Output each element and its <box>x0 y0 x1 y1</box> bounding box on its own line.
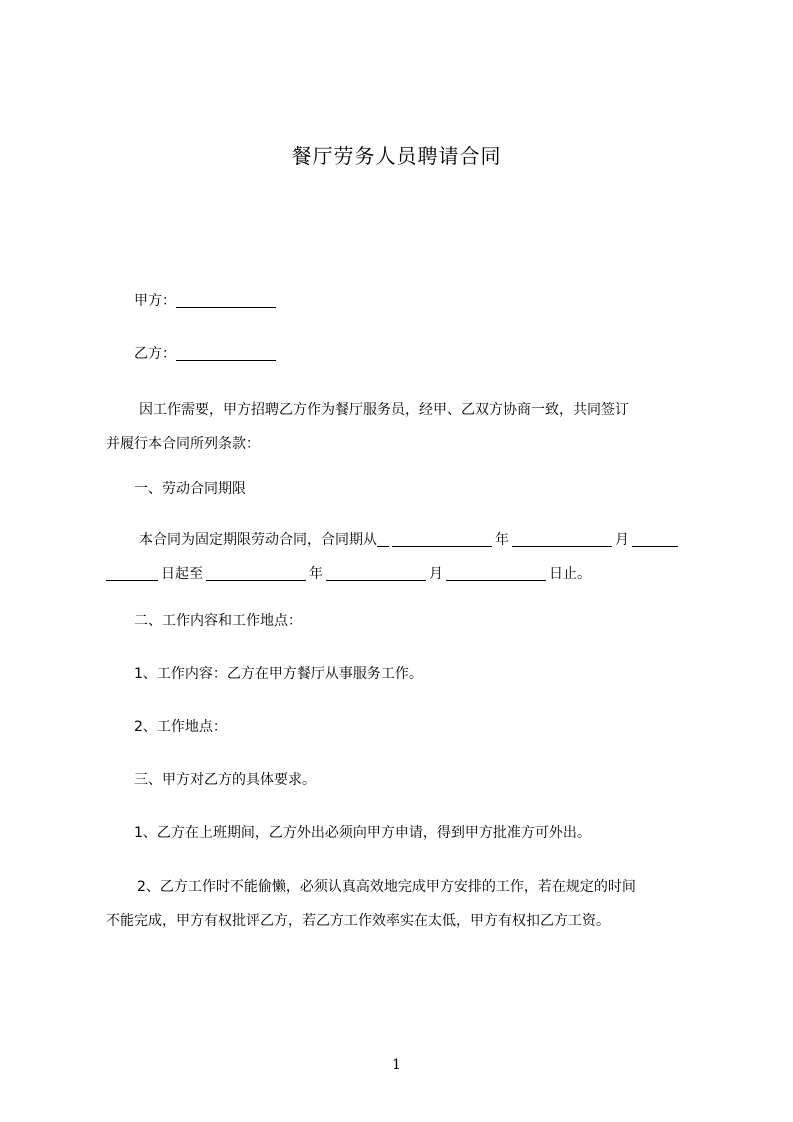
item-3-2-line-1: 2、乙方工作时不能偷懒，必须认真高效地完成甲方安排的工作，若在规定的时间 <box>137 879 636 895</box>
section-1-heading: 一、劳动合同期限 <box>134 481 246 497</box>
intro-paragraph <box>106 393 706 461</box>
page-number: 1 <box>392 1057 401 1073</box>
term-day-start-blank-b <box>106 565 158 581</box>
section-3-heading: 三、甲方对乙方的具体要求。 <box>134 772 316 788</box>
intro-line-1: 因工作需要，甲方招聘乙方作为餐厅服务员，经甲、乙双方协商一致，共同签订 <box>139 402 629 418</box>
party-b-label: 乙方： <box>134 346 176 362</box>
term-day-start: 日起至 <box>161 566 203 582</box>
term-month-end-blank <box>326 565 426 581</box>
term-month-start-blank <box>512 531 612 547</box>
term-year-start-blank <box>392 531 492 547</box>
term-year-2: 年 <box>309 566 323 582</box>
party-a-blank <box>176 292 276 308</box>
party-a-line <box>106 290 734 312</box>
item-3-1: 1、乙方在上班期间，乙方外出必须向甲方申请，得到甲方批准方可外出。 <box>134 825 591 841</box>
term-line-1 <box>106 523 706 557</box>
section-2-heading: 二、工作内容和工作地点： <box>134 613 302 629</box>
term-month-2: 月 <box>429 566 443 582</box>
party-b-line <box>106 343 734 365</box>
term-start-blank-a <box>377 531 389 547</box>
party-a-label: 甲方： <box>134 293 176 309</box>
term-day-end-blank <box>446 565 546 581</box>
term-day-start-blank-a <box>632 531 678 547</box>
term-month-1: 月 <box>615 532 629 548</box>
item-3-2-line-2: 不能完成，甲方有权批评乙方，若乙方工作效率实在太低，甲方有权扣乙方工资。 <box>106 913 610 929</box>
term-year-end-blank <box>206 565 306 581</box>
party-b-blank <box>176 345 276 361</box>
term-paragraph <box>106 523 706 591</box>
term-line-2 <box>106 557 706 591</box>
item-2-1: 1、工作内容：乙方在甲方餐厅从事服务工作。 <box>134 666 423 682</box>
item-3-2-paragraph <box>106 870 706 938</box>
document-title: 餐厅劳务人员聘请合同 <box>291 144 502 168</box>
item-2-2: 2、工作地点： <box>134 719 227 735</box>
term-day-end: 日止。 <box>549 566 591 582</box>
term-text-prefix: 本合同为固定期限劳动合同，合同期从 <box>139 532 377 548</box>
term-year-1: 年 <box>495 532 509 548</box>
intro-line-2: 并履行本合同所列条款： <box>106 436 260 452</box>
